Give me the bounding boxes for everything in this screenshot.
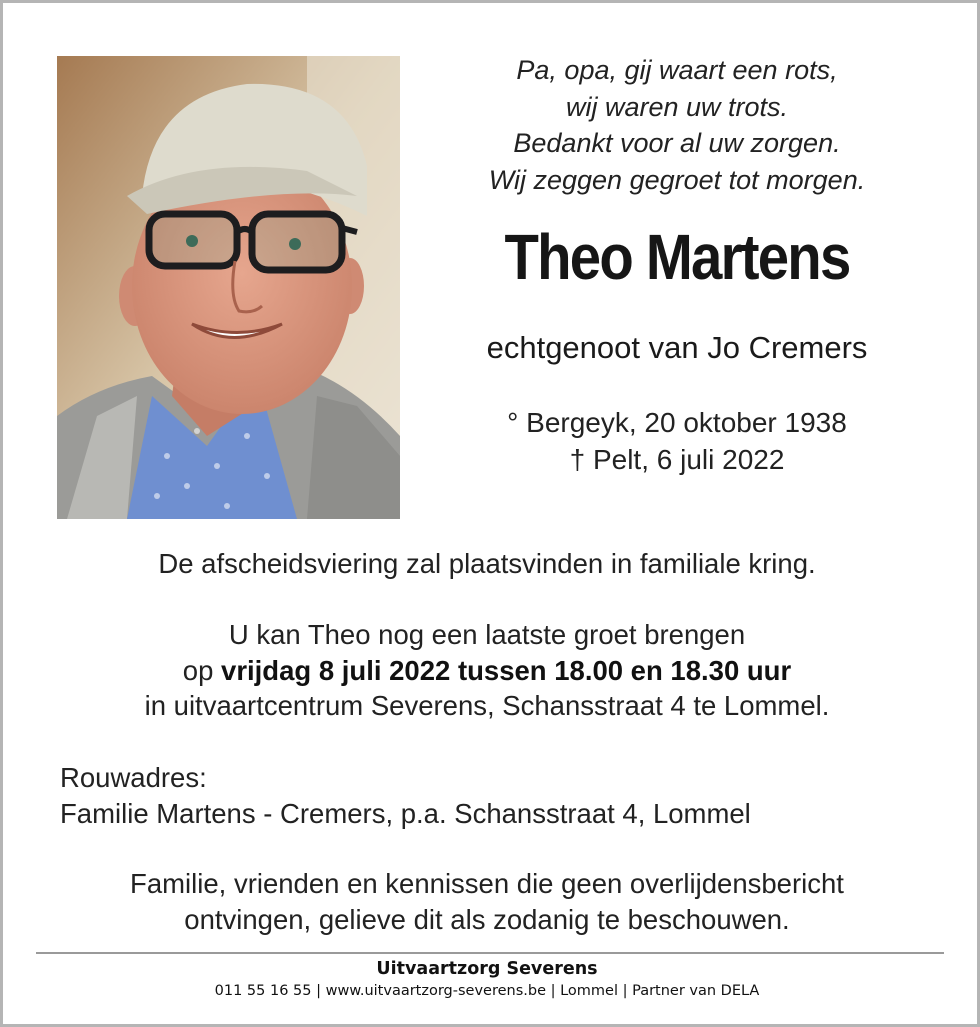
poem: [420, 52, 934, 198]
footer-company: Uitvaartzorg Severens: [376, 959, 598, 979]
poem-line: Pa, opa, gij waart een rots,: [516, 55, 838, 85]
spouse-relation: echtgenoot van Jo Cremers: [486, 330, 868, 365]
ceremony-line: De afscheidsviering zal plaatsvinden in familiale kring.: [158, 548, 816, 579]
footer-divider: [36, 952, 944, 954]
deceased-name: Theo Martens: [504, 221, 850, 293]
portrait-photo: [57, 56, 400, 519]
visitation-datetime: vrijdag 8 juli 2022 tussen 18.00 en 18.30 uur: [221, 654, 792, 686]
notice-text: [30, 866, 944, 937]
life-dates: [420, 404, 934, 478]
visitation-line-2: [30, 653, 944, 689]
birth-date: ° Bergeyk, 20 oktober 1938: [507, 407, 847, 438]
footer-contact-info: 011 55 16 55 | www.uitvaartzorg-severens.be | Lommel | Partner van DELA: [214, 983, 760, 999]
poem-line: wij waren uw trots.: [565, 91, 789, 122]
visitation-text: [30, 617, 944, 724]
death-date: † Pelt, 6 juli 2022: [569, 444, 785, 475]
visitation-line-3: in uitvaartcentrum Severens, Schansstraat 4 te Lommel.: [144, 690, 830, 721]
address-value: Familie Martens - Cremers, p.a. Schansstraat 4, Lommel: [60, 797, 751, 829]
ceremony-text: [30, 546, 944, 582]
poem-line: Bedankt voor al uw zorgen.: [513, 128, 841, 158]
address-label: Rouwadres:: [60, 762, 207, 793]
visitation-prefix: op: [182, 654, 222, 686]
mourning-address: [60, 760, 940, 831]
notice-line-2: ontvingen, gelieve dit als zodanig te beschouwen.: [184, 903, 790, 935]
poem-line: Wij zeggen gegroet tot morgen.: [488, 164, 866, 195]
visitation-line-1: U kan Theo nog een laatste groet brengen: [228, 619, 746, 650]
notice-line-1: Familie, vrienden en kennissen die geen overlijdensbericht: [130, 868, 844, 899]
